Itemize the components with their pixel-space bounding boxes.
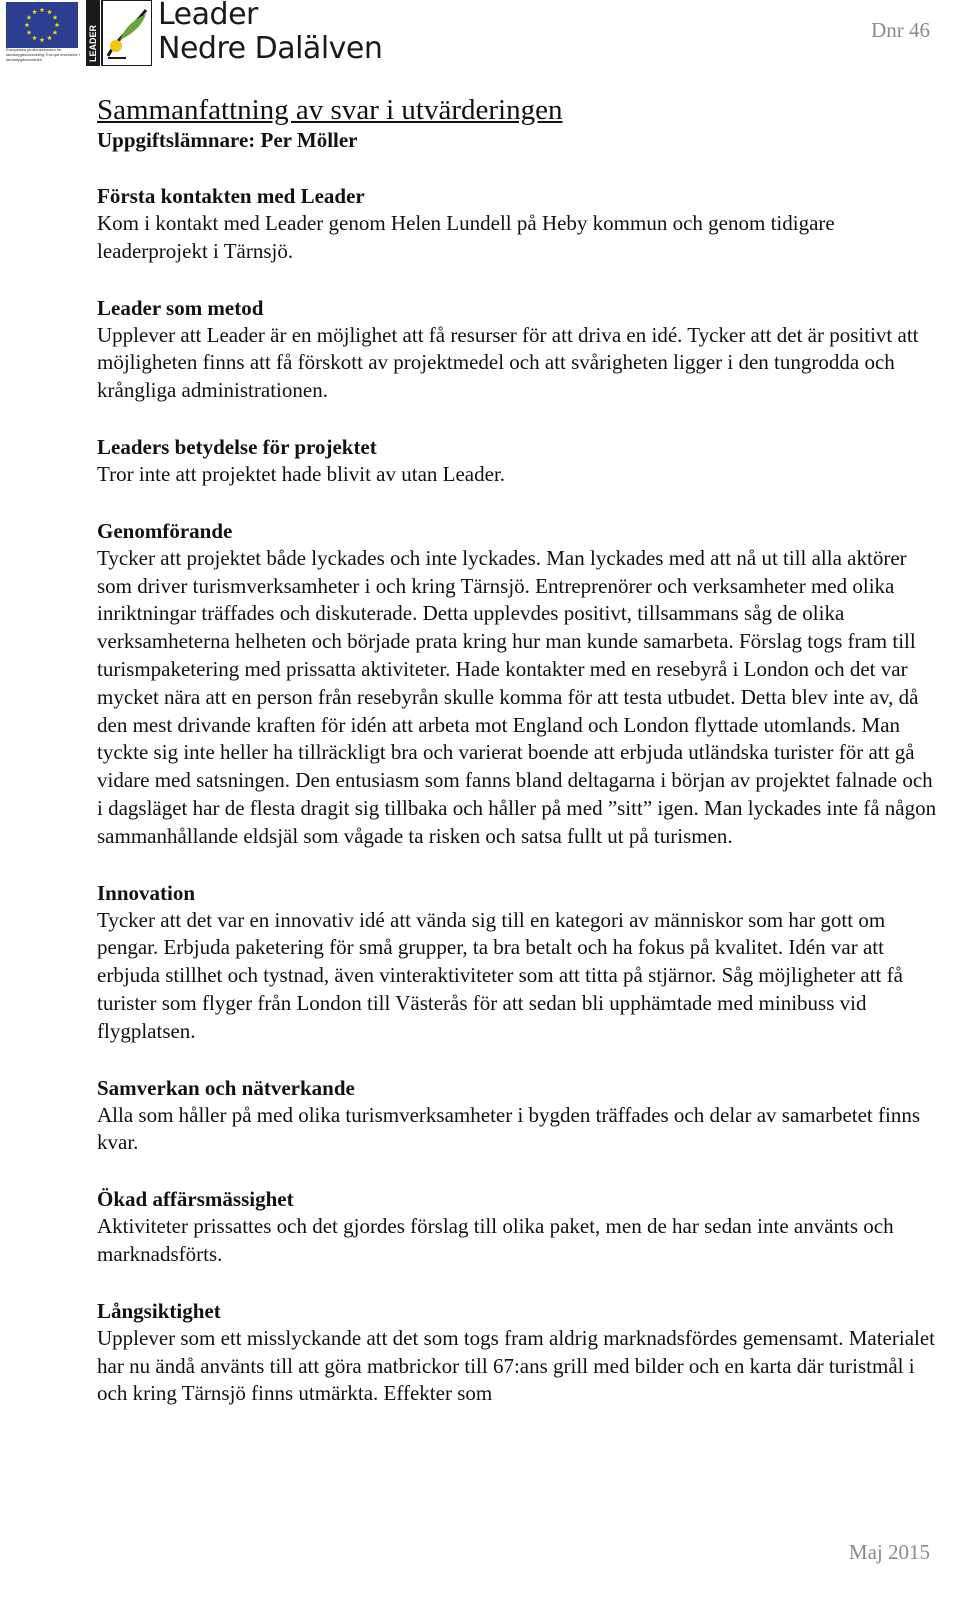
section-samverkan [97,1074,937,1158]
section-body: Alla som håller på med olika turismverksamheter i bygden träffades och delar av samarbetet finns kvar. [97,1102,920,1155]
document-title: Sammanfattning av svar i utvärderingen [97,94,563,126]
section-heading: Första kontakten med Leader [97,184,365,208]
eu-flag-icon [6,2,78,48]
section-heading: Innovation [97,880,196,905]
section-heading: Leader som metod [97,295,264,320]
section-body: Tror inte att projektet hade blivit av utan Leader. [97,461,506,486]
document-number: Dnr 46 [871,18,930,42]
page-header [0,0,960,72]
section-innovation [97,879,937,1046]
section-heading: Samverkan och nätverkande [97,1075,355,1100]
section-heading: Ökad affärsmässighet [97,1187,294,1212]
section-langsiktighet [97,1297,937,1408]
section-leaders-betydelse [97,433,937,489]
section-affarsmassighet [97,1185,937,1269]
section-body: Upplever att Leader är en möjlighet att få resurser för att driva en idé. Tycker att det är positivt att möjligheten finns att få förskott av projektmedel och att svårigheten ligger i den tungrodda och krångliga administrationen. [97,322,919,403]
respondent-line: Uppgiftslämnare: Per Möller [97,128,358,152]
footer-date: Maj 2015 [848,1540,930,1564]
section-body: Tycker att det var en innovativ idé att vända sig till en kategori av människor som har gott om pengar. Erbjuda paketering för små grupper, ta bra betalt och ha fokus på kvalitet. Idén var att erbjuda stillhet och tystnad, även vinteraktiviteter som att titta på stjärnor. Såg möjligheter att få turister som flyger från London till Västerås för att sedan bli upphämtade med minibuss vid flygplatsen. [97,907,903,1043]
section-heading: Leaders betydelse för projektet [97,434,377,459]
document-body [97,94,937,1436]
section-body: Tycker att projektet både lyckades och inte lyckades. Man lyckades med att nå ut till alla aktörer som driver turismverksamheter i och kring Tärnsjö. Entreprenörer och verksamheter med olika inriktningar träffades och diskuterade. Detta upplevdes positivt, tillsammans såg de olika verksamheterna helheten och började prata kring hur man kunde samarbeta. Förslag togs fram till turismpaketering med prissatta aktiviteter. Hade kontakter med en resebyrå i London och det var mycket nära att en person från resebyrån skulle komma för att testa utbudet. Detta blev inte av, då den mest drivande kraften för idén att arbeta mot England och London flyttade utomlands. Man tyckte sig inte heller ha tillräckligt bra och varierat boende att erbjuda utländska turister för att gå vidare med satsningen. Den entusiasm som fanns bland deltagarna i början av projektet falnade och i dagsläget har de flesta dragit sig tillbaka och håller på med ”sitt” igen. Man lyckades inte få någon sammanhållande eldsjäl som vågade ta risken och satsa fullt ut på turismen. [97,545,937,848]
section-body: Upplever som ett misslyckande att det som togs fram aldrig marknadsfördes gemensamt. Materialet har nu ändå använts till att göra matbrickor till 67:ans grill med bilder och en karta där turistmål i och kring Tärnsjö finns utmärkta. Effekter som [97,1325,936,1406]
leader-logo-icon [86,0,152,66]
organization-name [158,0,382,66]
section-heading: Långsiktighet [97,1298,221,1323]
organization-name-line1: Leader [158,0,258,32]
section-heading: Genomförande [97,518,233,543]
leader-mark-text: LEADER [88,24,98,62]
section-genomforande [97,517,937,851]
section-body: Aktiviteter prissattes och det gjordes förslag till olika paket, men de har sedan inte använts och marknadsförts. [97,1214,894,1266]
section-body: Kom i kontakt med Leader genom Helen Lundell på Heby kommun och genom tidigare leaderprojekt i Tärnsjö. [97,211,835,263]
organization-name-line2: Nedre Dalälven [158,31,383,66]
section-forsta-kontakten [97,182,937,266]
eu-fund-caption: Europeiska jordbruksfonden för landsbygdsutveckling: Europa investerar i landsbygdsområden [6,47,80,62]
section-leader-som-metod [97,294,937,405]
